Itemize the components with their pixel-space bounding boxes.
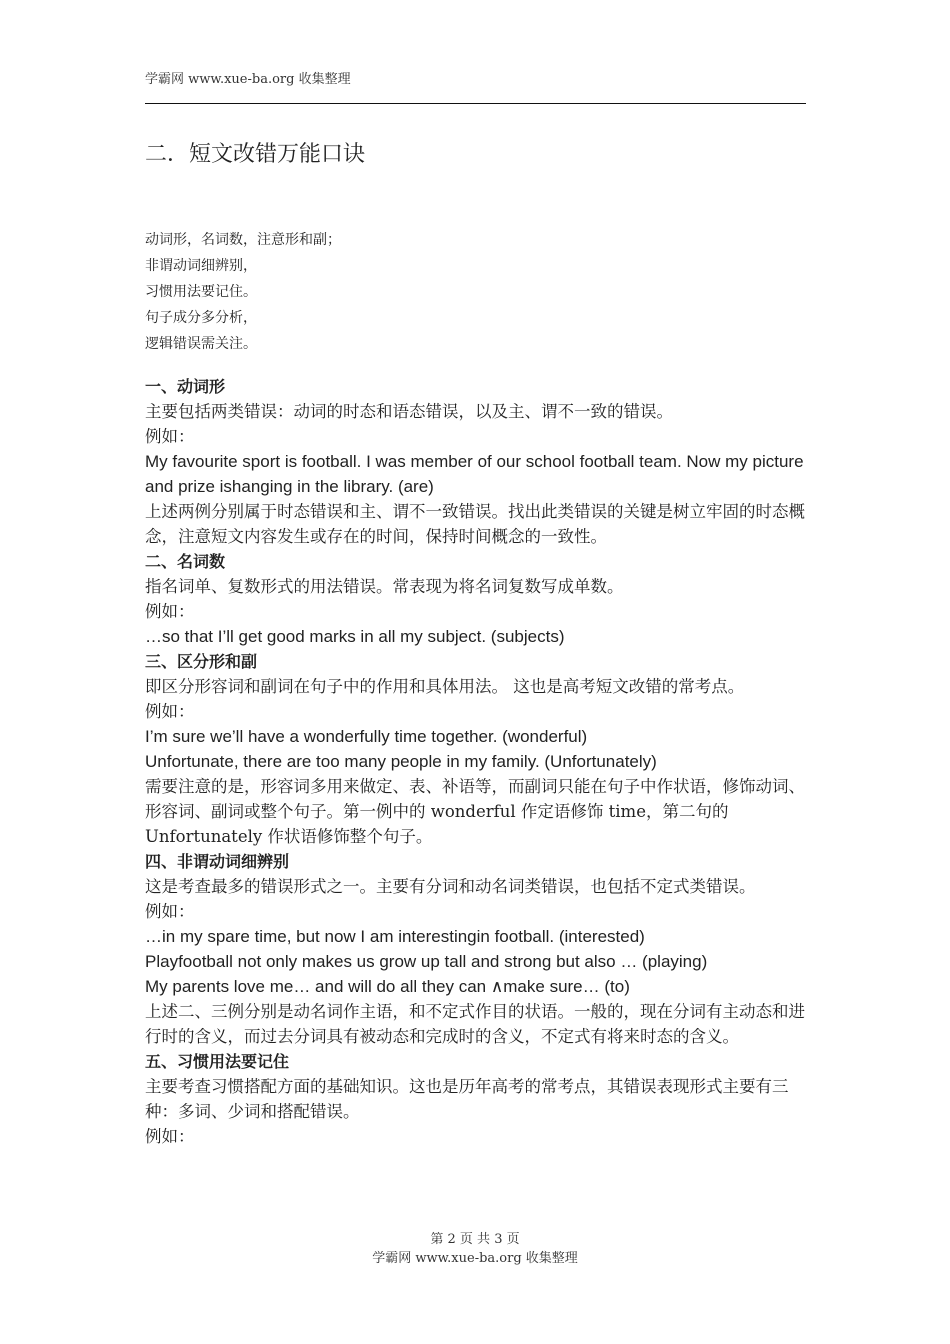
rhyme-line: 动词形，名词数，注意形和副；: [145, 232, 341, 248]
section-note: 需要注意的是，形容词多用来做定、表、补语等，而副词只能在句子中作状语，修饰动词、形容词、副词或整个句子。第一例中的 wonderful 作定语修饰 time，第二句的 Unfortunately 作状语修饰整个句子。: [145, 777, 805, 846]
footer-site: 学霸网 www.xue-ba.org 收集整理: [372, 1251, 578, 1266]
section-heading-idioms: 五、习惯用法要记住: [145, 1052, 290, 1071]
example-sentence: …in my spare time, but now I am interestingin football. (interested): [145, 927, 645, 946]
body-content: [145, 374, 810, 1149]
rhyme-line: 非谓动词细辨别，: [145, 258, 257, 274]
section-description: 主要考查习惯搭配方面的基础知识。这也是历年高考的常考点，其错误表现形式主要有三种：多词、少词和搭配错误。: [145, 1077, 789, 1121]
example-label: 例如：: [145, 1127, 195, 1146]
rhyme-block: [145, 227, 341, 357]
section-heading-nonfinite-verbs: 四、非谓动词细辨别: [145, 852, 290, 871]
section-heading-verb-form: 一、动词形: [145, 377, 226, 396]
example-sentence: …so that I’ll get good marks in all my subject. (subjects): [145, 627, 565, 646]
rhyme-line: 句子成分多分析，: [145, 310, 257, 326]
header-divider: [145, 103, 806, 104]
section-description: 这是考查最多的错误形式之一。主要有分词和动名词类错误，也包括不定式类错误。: [145, 877, 756, 896]
example-sentence: Unfortunate, there are too many people in my family. (Unfortunately): [145, 752, 657, 771]
page-number: 第 2 页 共 3 页: [430, 1232, 520, 1247]
rhyme-line: 习惯用法要记住。: [145, 284, 257, 300]
example-label: 例如：: [145, 427, 195, 446]
header-text: 学霸网 www.xue-ba.org 收集整理: [145, 72, 351, 87]
example-label: 例如：: [145, 702, 195, 721]
section-description: 即区分形容词和副词在句子中的作用和具体用法。 这也是高考短文改错的常考点。: [145, 677, 745, 696]
page-title: 二．短文改错万能口诀: [145, 142, 366, 167]
rhyme-line: 逻辑错误需关注。: [145, 336, 257, 352]
section-note: 上述二、三例分别是动名词作主语，和不定式作目的状语。一般的，现在分词有主动态和进行时的含义，而过去分词具有被动态和完成时的含义，不定式有将来时态的含义。: [145, 1002, 805, 1046]
example-label: 例如：: [145, 602, 195, 621]
section-heading-noun-number: 二、名词数: [145, 552, 226, 571]
example-sentence: Playfootball not only makes us grow up tall and strong but also … (playing): [145, 952, 708, 971]
example-sentence: I’m sure we’ll have a wonderfully time together. (wonderful): [145, 727, 588, 746]
section-heading-adj-adv: 三、区分形和副: [145, 652, 258, 671]
example-sentence: My parents love me… and will do all they can ∧make sure… (to): [145, 977, 630, 996]
section-note: 上述两例分别属于时态错误和主、谓不一致错误。找出此类错误的关键是树立牢固的时态概念，注意短文内容发生或存在的时间，保持时间概念的一致性。: [145, 502, 805, 546]
section-description: 主要包括两类错误：动词的时态和语态错误，以及主、谓不一致的错误。: [145, 402, 673, 421]
example-label: 例如：: [145, 902, 195, 921]
example-sentence: My favourite sport is football. I was member of our school football team. Now my picture and prize ishanging in the library. (are): [145, 452, 804, 496]
section-description: 指名词单、复数形式的用法错误。常表现为将名词复数写成单数。: [145, 577, 624, 596]
